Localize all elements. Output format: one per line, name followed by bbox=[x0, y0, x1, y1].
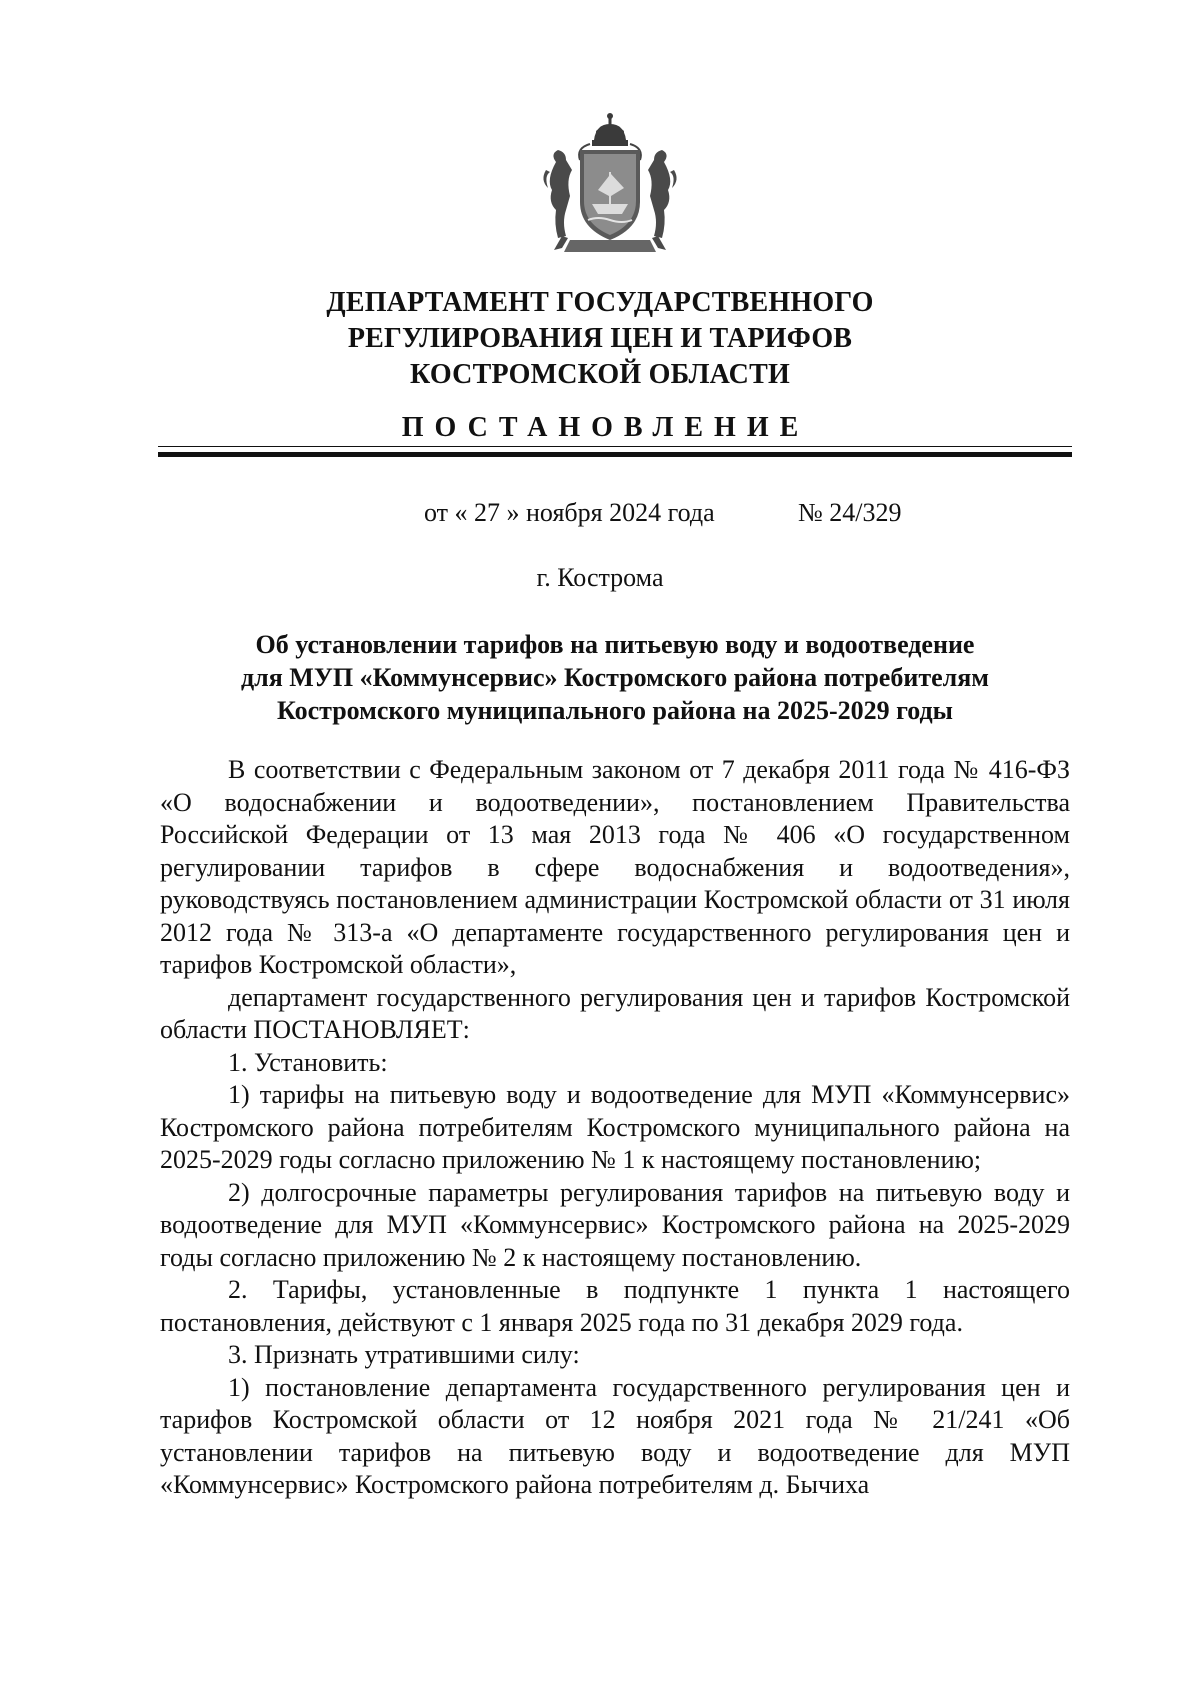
document-title bbox=[160, 628, 1070, 727]
paragraph-legal-basis: В соответствии с Федеральным законом от 7 декабря 2011 года № 416-ФЗ «О водоснабжении и водоотведении», постановлением Правительства Российской Федерации от 13 мая 2013 года № 406 «О государственном регулировании тарифов в сфере водоснабжения и водоотведения», руководствуясь постановлением администрации Костромской области от 31 июля 2012 года № 313-а «О департаменте государственного регулирования цен и тарифов Костромской области», bbox=[160, 755, 1070, 979]
department-name-line-3: КОСТРОМСКОЙ ОБЛАСТИ bbox=[410, 359, 790, 390]
document-title-line-1: Об установлении тарифов на питьевую воду и водоотведение bbox=[255, 630, 975, 659]
paragraph-item-1: 1. Установить: bbox=[228, 1047, 388, 1077]
document-body bbox=[160, 754, 1070, 1502]
paragraph-item-1-2: 2) долгосрочные параметры регулирования тарифов на питьевую воду и водоотведение для МУП «Коммунсервис» Костромского района на 2025-2029 годы согласно приложению № 2 к настоящему постановлению. bbox=[160, 1177, 1070, 1272]
paragraph-item-2: 2. Тарифы, установленные в подпункте 1 пункта 1 настоящего постановления, действуют с 1 января 2025 года по 31 декабря 2029 года. bbox=[160, 1275, 1070, 1337]
document-number: № 24/329 bbox=[798, 498, 902, 527]
document-type-heading: ПОСТАНОВЛЕНИЕ bbox=[401, 412, 810, 443]
document-title-line-3: Костромского муниципального района на 2025-2029 годы bbox=[277, 696, 953, 725]
paragraph-item-1-1: 1) тарифы на питьевую воду и водоотведение для МУП «Коммунсервис» Костромского района потребителям Костромского муниципального района на 2025-2029 годы согласно приложению № 1 к настоящему постановлению; bbox=[160, 1080, 1070, 1174]
header-divider-thin bbox=[158, 446, 1072, 447]
department-name bbox=[0, 285, 1200, 393]
document-date: от « 27 » ноября 2024 года bbox=[424, 498, 715, 527]
document-city: г. Кострома bbox=[536, 563, 664, 592]
paragraph-item-3: 3. Признать утратившими силу: bbox=[228, 1340, 580, 1369]
paragraph-item-3-1: 1) постановление департамента государственного регулирования цен и тарифов Костромской области от 12 ноября 2021 года № 21/241 «Об установлении тарифов на питьевую воду и водоотведение для МУП «Коммунсервис» Костромского района потребителям д. Бычиха bbox=[160, 1372, 1070, 1499]
coat-of-arms-icon bbox=[536, 110, 684, 258]
department-name-line-2: РЕГУЛИРОВАНИЯ ЦЕН И ТАРИФОВ bbox=[347, 323, 853, 354]
header-divider-thick bbox=[158, 452, 1072, 457]
document-title-line-2: для МУП «Коммунсервис» Костромского района потребителям bbox=[240, 663, 990, 692]
department-name-line-1: ДЕПАРТАМЕНТ ГОСУДАРСТВЕННОГО bbox=[326, 287, 874, 318]
paragraph-resolves: департамент государственного регулирования цен и тарифов Костромской области ПОСТАНОВЛЯЕТ: bbox=[160, 982, 1070, 1044]
